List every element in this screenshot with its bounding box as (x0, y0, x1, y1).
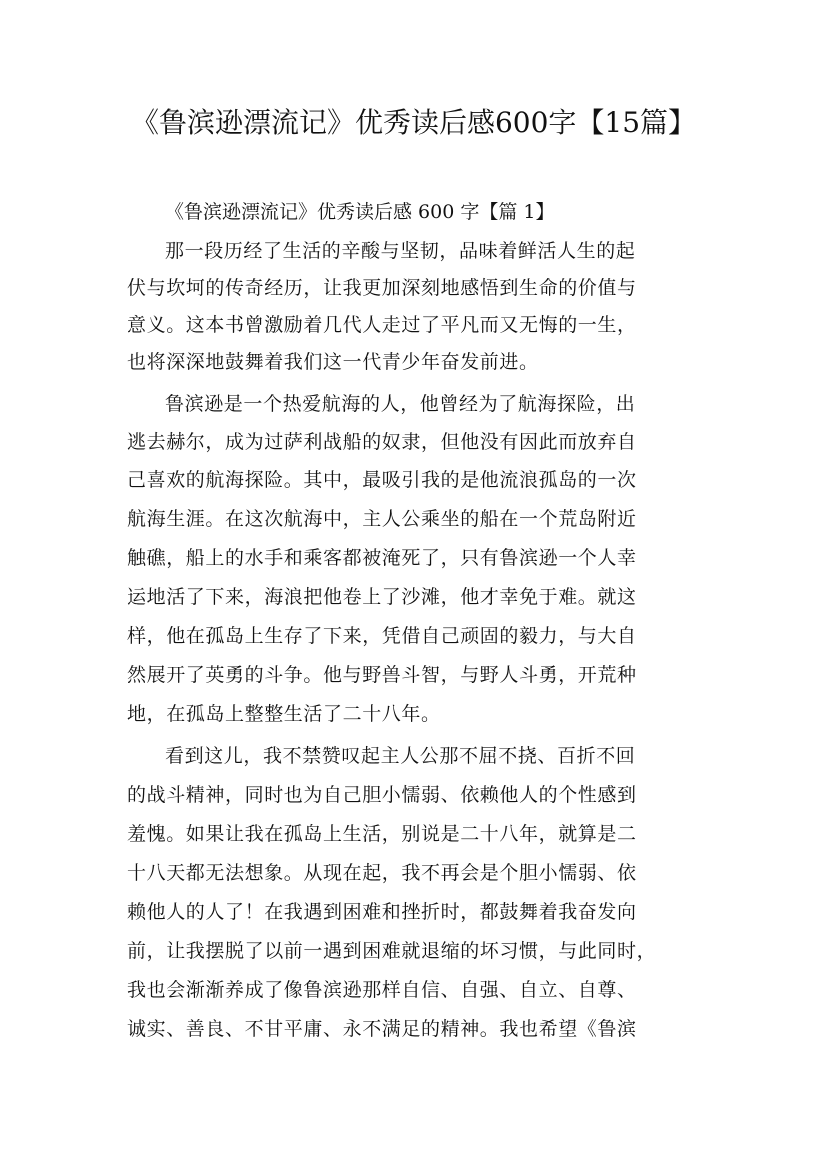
paragraph-line: 触礁，船上的水手和乘客都被淹死了，只有鲁滨逊一个人幸 (127, 547, 637, 569)
document-title: 《鲁滨逊漂流记》优秀读后感600字【15篇】 (130, 106, 697, 139)
paragraph-line: 的战斗精神，同时也为自己胆小懦弱、依赖他人的个性感到 (127, 784, 637, 806)
paragraph-line: 逃去赫尔，成为过萨利战船的奴隶，但他没有因此而放弃自 (127, 431, 637, 453)
paragraph-line: 我也会渐渐养成了像鲁滨逊那样自信、自强、自立、自尊、 (127, 979, 637, 1001)
paragraph-line: 运地活了下来，海浪把他卷上了沙滩，他才幸免于难。就这 (127, 586, 637, 608)
paragraph-line: 然展开了英勇的斗争。他与野兽斗智，与野人斗勇，开荒种 (127, 664, 637, 686)
paragraph-line: 鲁滨逊是一个热爱航海的人，他曾经为了航海探险，出 (165, 393, 636, 415)
paragraph-line: 诚实、善良、不甘平庸、永不满足的精神。我也希望《鲁滨 (127, 1018, 637, 1040)
paragraph-line: 样，他在孤岛上生存了下来，凭借自己顽固的毅力，与大自 (127, 625, 637, 647)
paragraph-line: 羞愧。如果让我在孤岛上生活，别说是二十八年，就算是二 (127, 823, 637, 845)
paragraph-line: 伏与坎坷的传奇经历，让我更加深刻地感悟到生命的价值与 (127, 277, 637, 299)
paragraph-line: 赖他人的人了！在我遇到困难和挫折时，都鼓舞着我奋发向 (127, 901, 637, 923)
paragraph-line: 航海生涯。在这次航海中，主人公乘坐的船在一个荒岛附近 (127, 508, 637, 530)
paragraph-line: 己喜欢的航海探险。其中，最吸引我的是他流浪孤岛的一次 (127, 469, 637, 491)
section-heading: 《鲁滨逊漂流记》优秀读后感 600 字【篇 1】 (165, 201, 555, 223)
paragraph-line: 前，让我摆脱了以前一遇到困难就退缩的坏习惯，与此同时， (127, 940, 657, 962)
paragraph-line: 地，在孤岛上整整生活了二十八年。 (127, 703, 441, 725)
paragraph-line: 也将深深地鼓舞着我们这一代青少年奋发前进。 (127, 351, 539, 373)
paragraph-line: 意义。这本书曾激励着几代人走过了平凡而又无悔的一生， (127, 314, 637, 336)
paragraph-line: 十八天都无法想象。从现在起，我不再会是个胆小懦弱、依 (127, 862, 637, 884)
paragraph-line: 那一段历经了生活的辛酸与坚韧，品味着鲜活人生的起 (165, 240, 636, 262)
paragraph-line: 看到这儿，我不禁赞叹起主人公那不屈不挠、百折不回 (165, 745, 636, 767)
